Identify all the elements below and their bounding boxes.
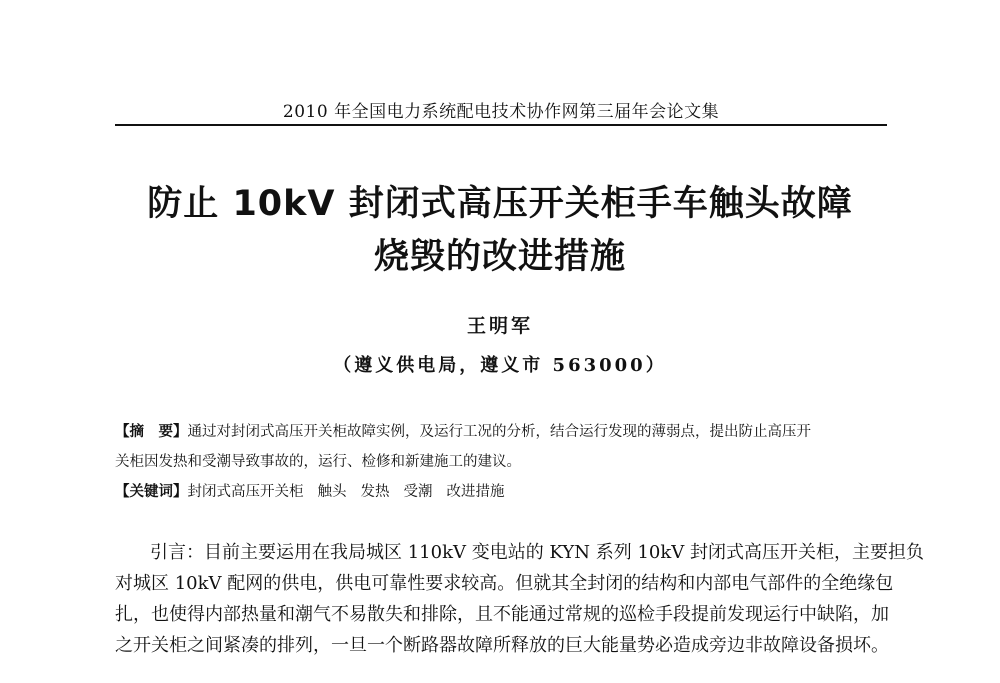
keyword: 受潮 [403,484,433,500]
paper-title-line-1: 防止 10kV 封闭式高压开关柜手车触头故障 [147,184,853,224]
abstract-text-2: 关柜因发热和受潮导致事故的，运行、检修和新建施工的建议。 [115,454,521,470]
abstract-line-2 [115,452,887,472]
abstract-label: 【摘 要】 [115,423,188,440]
body-text-line: 之开关柜之间紧凑的排列，一旦一个断路器故障所释放的巨大能量势必造成旁边非故障设备损坏。 [115,635,889,656]
keyword: 触头 [317,484,347,500]
keyword: 封闭式高压开关柜 [187,484,304,500]
body-text-line: 引言：目前主要运用在我局城区 110kV 变电站的 KYN 系列 10kV 封闭式高压开关柜，主要担负 [150,542,924,563]
keyword: 改进措施 [446,484,505,500]
author-name: 王明军 [466,315,533,337]
abstract-line-1 [115,422,887,442]
abstract-text-1: 通过对封闭式高压开关柜故障实例，及运行工况的分析，结合运行发现的薄弱点，提出防止高压开 [187,424,811,440]
author-affiliation: （遵义供电局，遵义市 563000） [333,355,667,376]
paper-title-line-2: 烧毁的改进措施 [373,237,626,277]
body-text-line: 对城区 10kV 配网的供电，供电可靠性要求较高。但就其全封闭的结构和内部电气部件的全绝缘包 [115,573,894,594]
keywords-line [115,482,887,502]
header-rule [115,124,887,126]
keywords-label: 【关键词】 [115,483,188,500]
keyword: 发热 [360,484,390,500]
running-header: 2010 年全国电力系统配电技术协作网第三届年会论文集 [282,102,720,122]
body-text-line: 扎，也使得内部热量和潮气不易散失和排除，且不能通过常规的巡检手段提前发现运行中缺陷，加 [115,604,889,625]
